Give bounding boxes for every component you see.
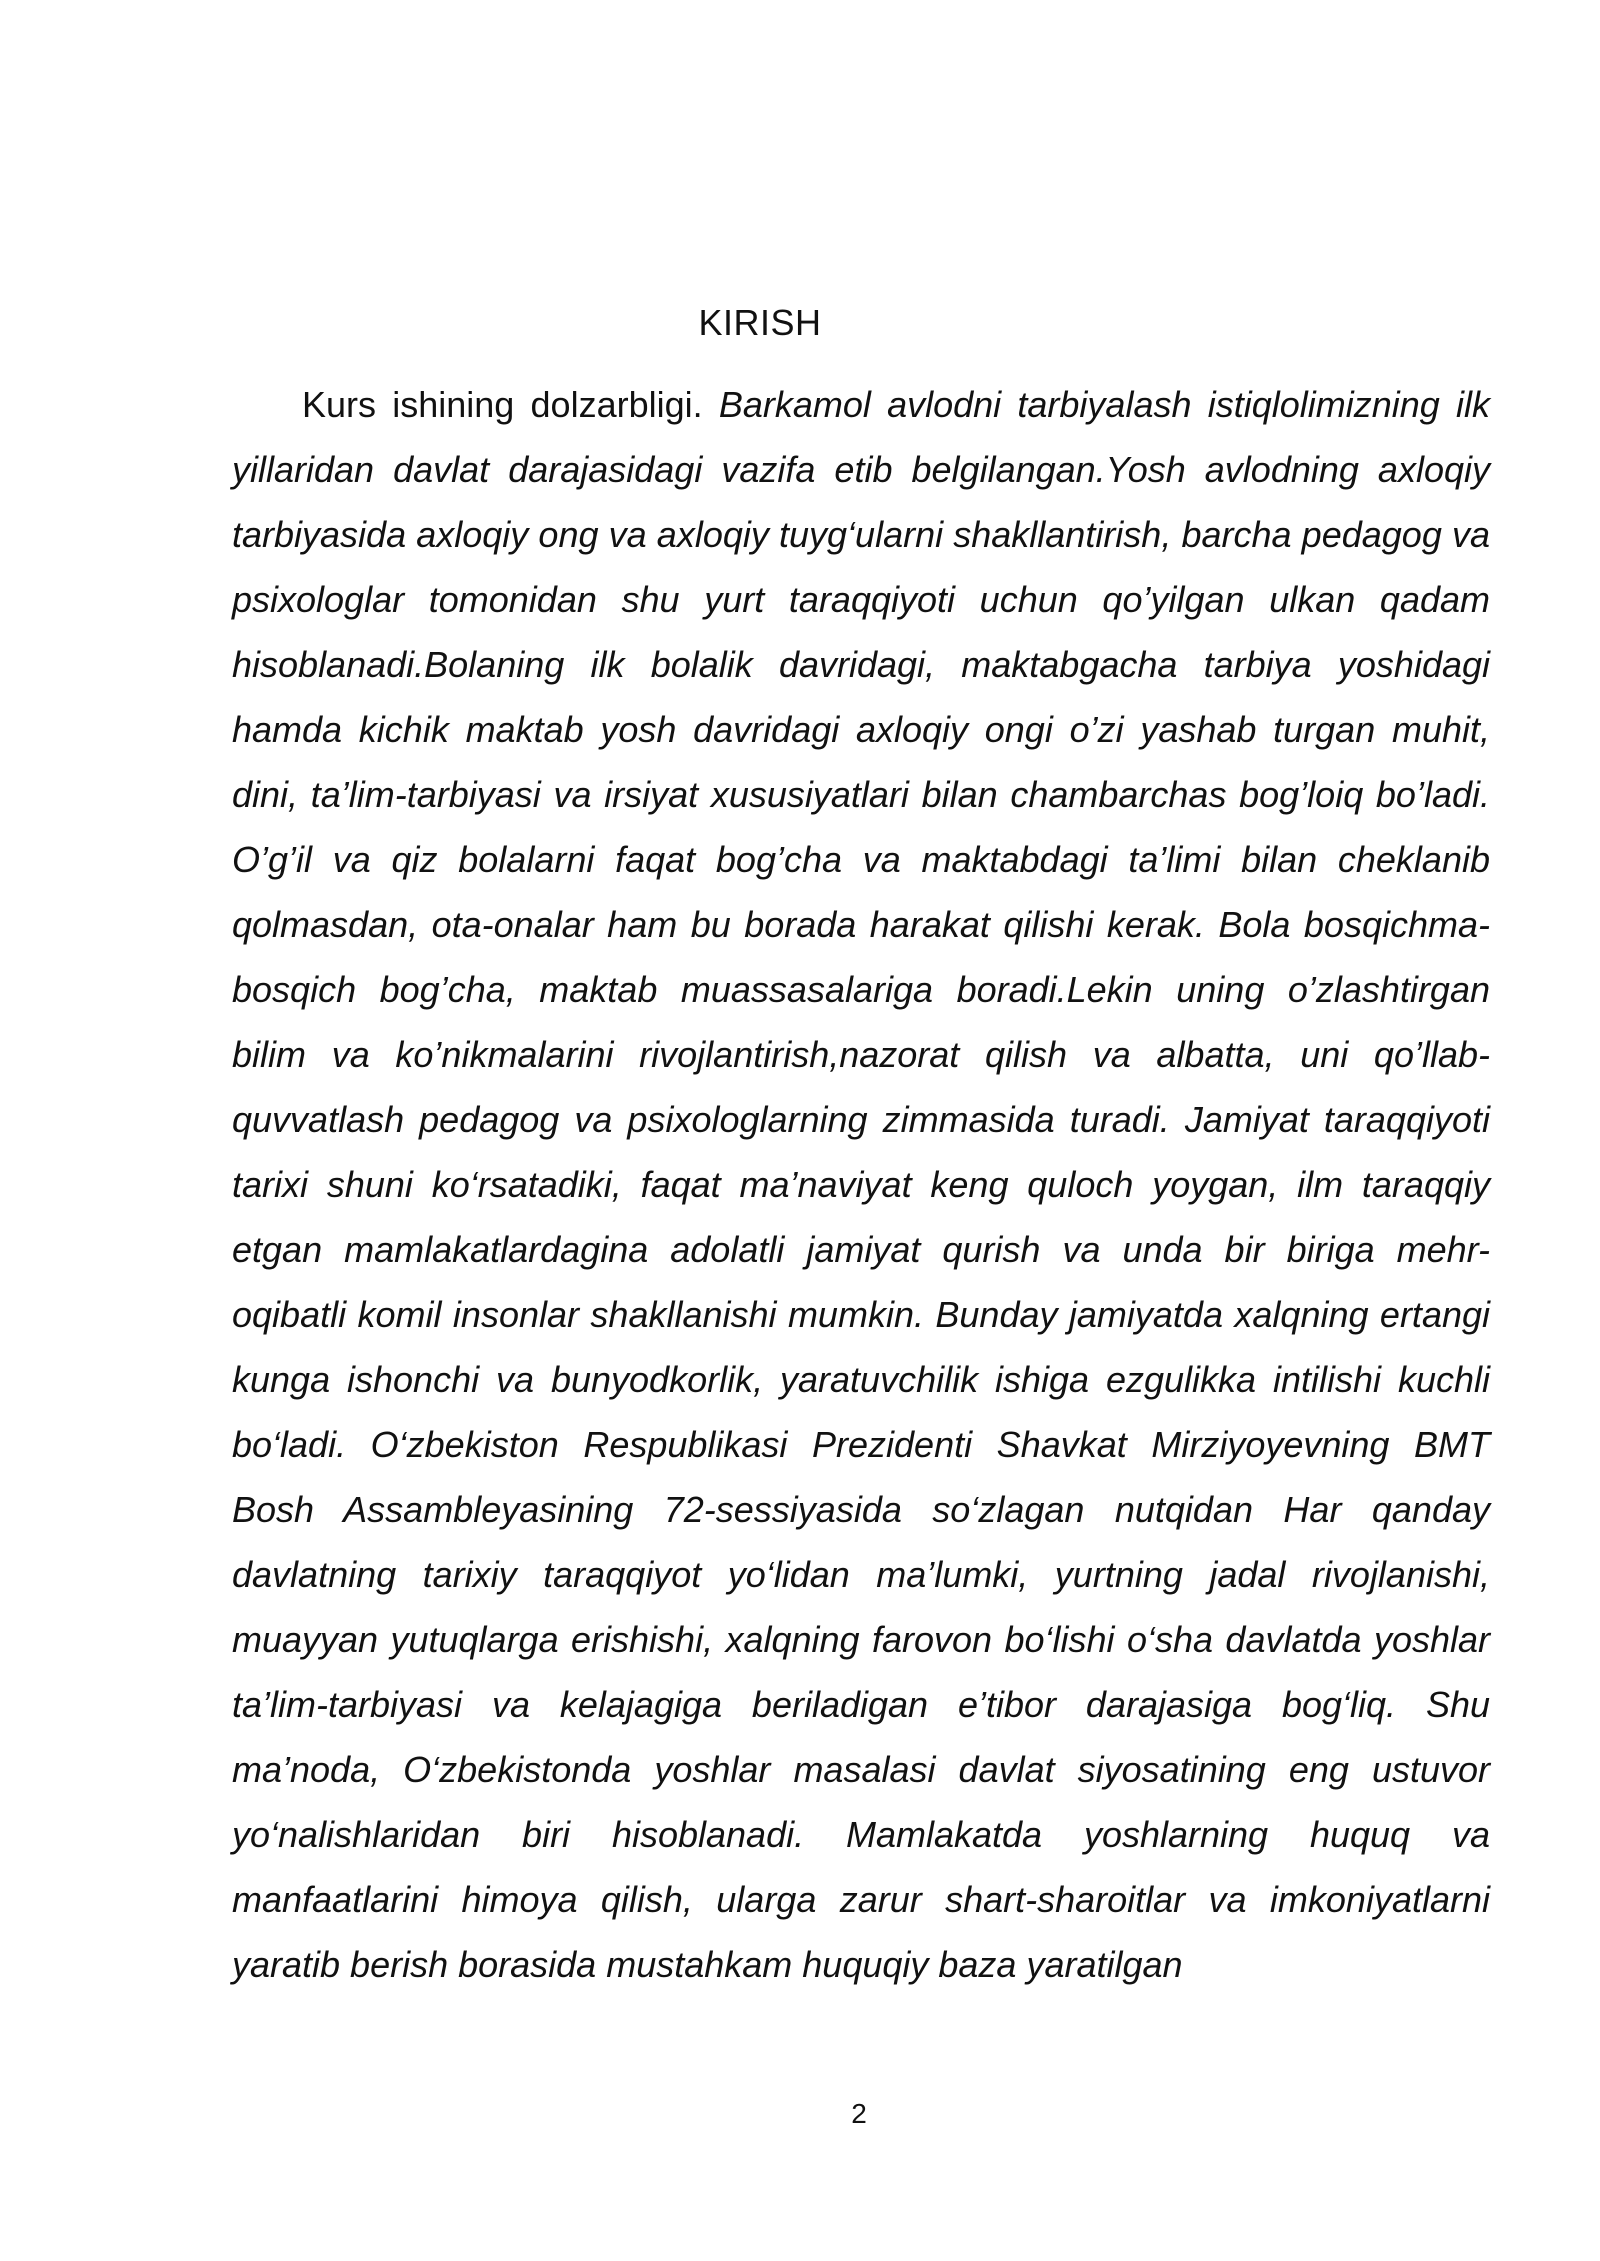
body-paragraph: [232, 372, 1490, 1997]
section-title: KIRISH: [698, 302, 822, 343]
paragraph-lead: Kurs ishining dolzarbligi.: [302, 384, 703, 425]
page-number: 2: [851, 2098, 867, 2129]
paragraph-text: Barkamol avlodni tarbiyalash istiqlolimizning ilk yillaridan davlat darajasidagi vazifa etib belgilangan.Yosh avlodning axloqiy tarbiyasida axloqiy ong va axloqiy tuyg‘ularni shakllantirish, barcha pedagog va psixologlar tomonidan shu yurt taraqqiyoti uchun qo’yilgan ulkan qadam hisoblanadi.Bolaning ilk bolalik davridagi, maktabgacha tarbiya yoshidagi hamda kichik maktab yosh davridagi axloqiy ongi o’zi yashab turgan muhit, dini, ta’lim-tarbiyasi va irsiyat xususiyatlari bilan chambarchas bog’loiq bo’ladi. O’g’il va qiz bolalarni faqat bog’cha va maktabdagi ta’limi bilan cheklanib qolmasdan, ota-onalar ham bu borada harakat qilishi kerak. Bola bosqichma-bosqich bog’cha, maktab muassasalariga boradi.Lekin uning o’zlashtirgan bilim va ko’nikmalarini rivojlantirish,nazorat qilish va albatta, uni qo’llab-quvvatlash pedagog va psixologlarning zimmasida turadi. Jamiyat taraqqiyoti tarixi shuni ko‘rsatadiki, faqat ma’naviyat keng quloch yoygan, ilm taraqqiy etgan mamlakatlardagina adolatli jamiyat qurish va unda bir biriga mehr- oqibatli komil insonlar shakllanishi mumkin. Bunday jamiyatda xalqning ertangi kunga ishonchi va bunyodkorlik, yaratuvchilik ishiga ezgulikka intilishi kuchli bo‘ladi. O‘zbekiston Respublikasi Prezidenti Shavkat Mirziyoyevning BMT Bosh Assambleyasining 72-sessiyasida so‘zlagan nutqidan Har qanday davlatning tarixiy taraqqiyot yo‘lidan ma’lumki, yurtning jadal rivojlanishi, muayyan yutuqlarga erishishi, xalqning farovon bo‘lishi o‘sha davlatda yoshlar ta’lim-tarbiyasi va kelajagiga beriladigan e’tibor darajasiga bog‘liq. Shu ma’noda, O‘zbekistonda yoshlar masalasi davlat siyosatining eng ustuvor yo‘nalishlaridan biri hisoblanadi. Mamlakatda yoshlarning huquq va manfaatlarini himoya qilish, ularga zarur shart-sharoitlar va imkoniyatlarni yaratib berish borasida mustahkam huquqiy baza yaratilgan: [232, 384, 1490, 1985]
